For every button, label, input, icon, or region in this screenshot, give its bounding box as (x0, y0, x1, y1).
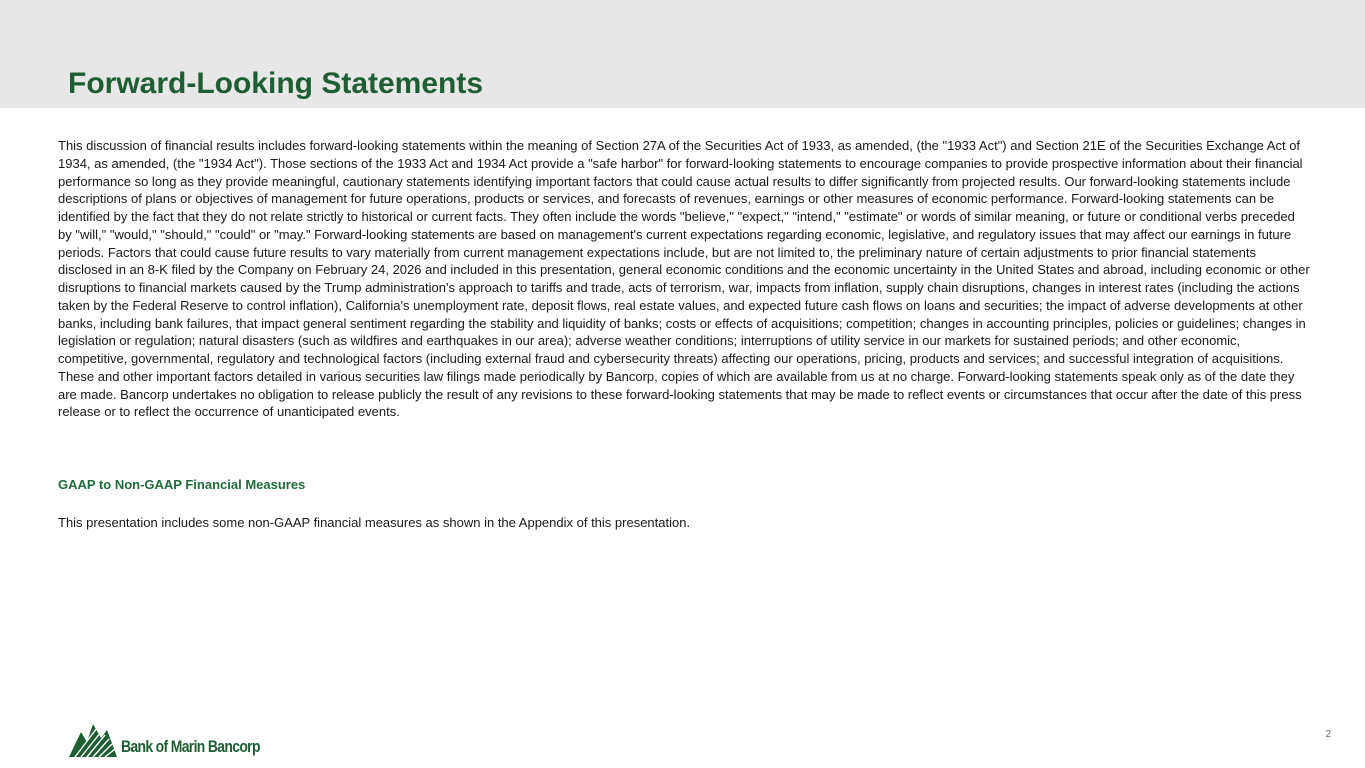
gaap-section-text: This presentation includes some non-GAAP financial measures as shown in the Appendix of this presentation. (58, 515, 691, 530)
logo-text: Bank of Marin Bancorp (121, 737, 260, 756)
gaap-section-heading: GAAP to Non-GAAP Financial Measures (58, 477, 306, 492)
page-number: 2 (1325, 729, 1331, 740)
forward-looking-paragraph: This discussion of financial results includes forward-looking statements within the meaning of Section 27A of the Securities Act of 1933, as amended, (the "1933 Act") and Section 21E of the Securities Exchange Act of 1934, as amended, (the "1934 Act"). Those sections of the 1933 Act and 1934 Act provide a "safe harbor" for forward-looking statements to encourage companies to provide prospective information about their financial performance so long as they provide meaningful, cautionary statements identifying important factors that could cause actual results to differ significantly from projected results. Our forward-looking statements include descriptions of plans or objectives of management for future operations, products or services, and forecasts of revenues, earnings or other measures of economic performance. Forward-looking statements can be identified by the fact that they do not relate strictly to historical or current facts. They often include the words "believe," "expect," "intend," "estimate" or words of similar meaning, or future or conditional verbs preceded by "will," "would," "should," "could" or "may." Forward-looking statements are based on management's current expectations regarding economic, legislative, and regulatory issues that may affect our earnings in future periods. Factors that could cause future results to vary materially from current management expectations include, but are not limited to, the preliminary nature of certain adjustments to prior financial statements disclosed in an 8-K filed by the Company on February 24, 2026 and included in this presentation, general economic conditions and the economic uncertainty in the United States and abroad, including economic or other disruptions to financial markets caused by the Trump administration's approach to tariffs and trade, acts of terrorism, war, impacts from inflation, supply chain disruptions, changes in interest rates (including the actions taken by the Federal Reserve to control inflation), California's unemployment rate, deposit flows, real estate values, and expected future cash flows on loans and securities; the impact of adverse developments at other banks, including bank failures, that impact general sentiment regarding the stability and liquidity of banks; costs or effects of acquisitions; competition; changes in accounting principles, policies or guidelines; changes in legislation or regulation; natural disasters (such as wildfires and earthquakes in our area); adverse weather conditions; interruptions of utility service in our markets for sustained periods; and other economic, competitive, governmental, regulatory and technological factors (including external fraud and cybersecurity threats) affecting our operations, pricing, products and services; and successful integration of acquisitions. These and other important factors detailed in various securities law filings made periodically by Bancorp, copies of which are available from us at no charge. Forward-looking statements speak only as of the date they are made. Bancorp undertakes no obligation to release publicly the result of any revisions to these forward-looking statements that may be made to reflect events or circumstances that occur after the date of this press release or to reflect the occurrence of unanticipated events. (58, 138, 1310, 420)
bank-logo (67, 718, 290, 758)
page-title: Forward-Looking Statements (68, 67, 484, 100)
tree-icon (67, 720, 119, 758)
